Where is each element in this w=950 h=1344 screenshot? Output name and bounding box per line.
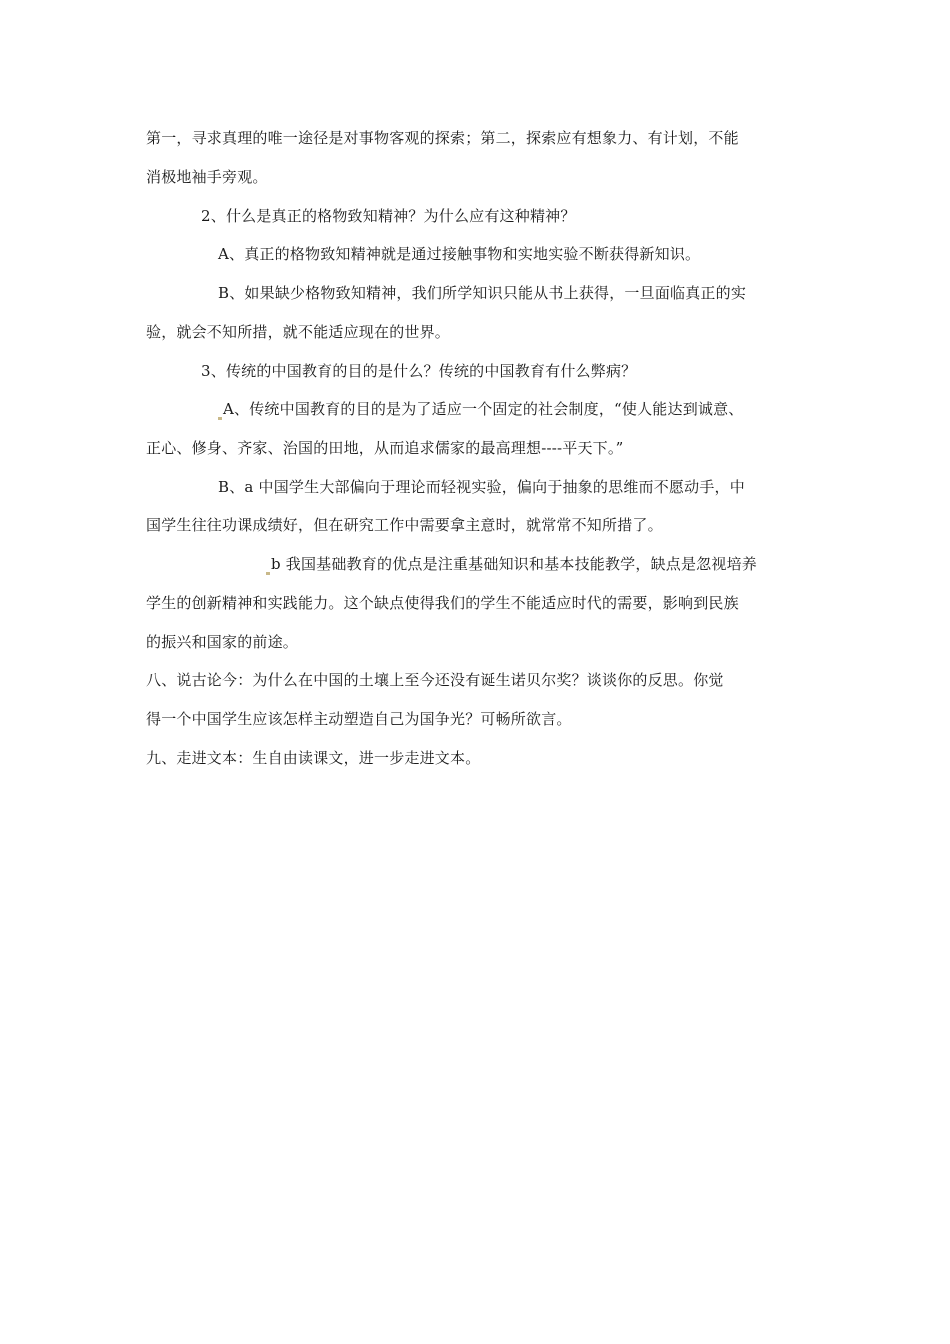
question-3: 3、传统的中国教育的目的是什么？传统的中国教育有什么弊病？ [201, 362, 637, 380]
answer-3b-a-continued: 国学生往往功课成绩好，但在研究工作中需要拿主意时，就常常不知所措了。 [146, 516, 663, 534]
answer-3b-b-continued-2: 的振兴和国家的前途。 [146, 633, 299, 651]
edit-mark-icon [218, 417, 222, 420]
answer-3b-b-row [266, 554, 757, 575]
answer-3b-b: b 我国基础教育的优点是注重基础知识和基本技能教学，缺点是忽视培养 [271, 555, 757, 573]
answer-2a: A、真正的格物致知精神就是通过接触事物和实地实验不断获得新知识。 [218, 245, 701, 263]
section-8: 八、说古论今：为什么在中国的土壤上至今还没有诞生诺贝尔奖？谈谈你的反思。你觉 [146, 671, 724, 689]
text-line-1: 第一，寻求真理的唯一途径是对事物客观的探索；第二，探索应有想象力、有计划，不能 [146, 129, 739, 147]
answer-3a-continued: 正心、修身、齐家、治国的田地，从而追求儒家的最高理想----平天下。” [146, 439, 624, 457]
answer-2b: B、如果缺少格物致知精神，我们所学知识只能从书上获得，一旦面临真正的实 [218, 284, 747, 302]
answer-3b-row [218, 477, 745, 497]
text-line-2: 消极地袖手旁观。 [146, 168, 268, 186]
answer-3a: A、传统中国教育的目的是为了适应一个固定的社会制度，“使人能达到诚意、 [223, 400, 744, 418]
question-2: 2、什么是真正的格物致知精神？为什么应有这种精神？ [201, 207, 576, 225]
section-9: 九、走进文本：生自由读课文，进一步走进文本。 [146, 749, 481, 767]
edit-mark-icon [266, 572, 270, 575]
answer-3a-row [218, 399, 744, 420]
answer-2b-continued: 验，就会不知所措，就不能适应现在的世界。 [146, 323, 451, 341]
section-8-continued: 得一个中国学生应该怎样主动塑造自己为国争光？可畅所欲言。 [146, 710, 572, 728]
answer-3b-b-continued-1: 学生的创新精神和实践能力。这个缺点使得我们的学生不能适应时代的需要，影响到民族 [146, 594, 739, 612]
answer-3b-a: B、a 中国学生大部偏向于理论而轻视实验，偏向于抽象的思维而不愿动手，中 [218, 478, 745, 496]
